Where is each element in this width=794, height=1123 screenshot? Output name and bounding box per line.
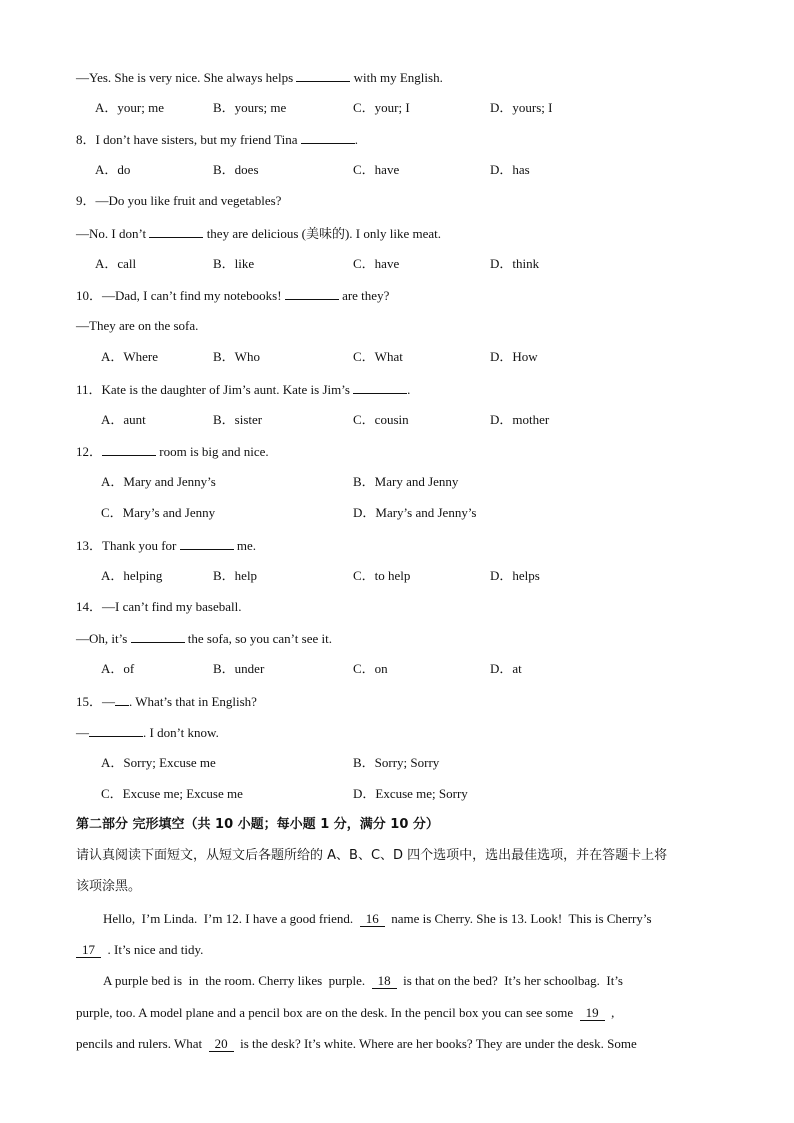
q8-blank[interactable] [301, 131, 355, 144]
q12-blank[interactable] [102, 443, 156, 456]
q13-option-c[interactable]: C．to help [353, 568, 411, 583]
q13-option-b[interactable]: B．help [213, 568, 258, 583]
q15-option-c[interactable]: C．Excuse me; Excuse me [101, 786, 243, 801]
q12-option-d[interactable]: D．Mary’s and Jenny’s [353, 505, 477, 520]
passage-text-2d: , [604, 1005, 615, 1020]
passage-line-5 [76, 1036, 637, 1052]
q10-answer: —They are on the sofa. [76, 318, 199, 333]
q15-blank-1[interactable] [115, 693, 129, 706]
q15-stem-suffix: . What’s that in English? [129, 694, 257, 709]
q8-option-b[interactable]: B．does [213, 162, 259, 177]
q12-option-c[interactable]: C．Mary’s and Jenny [101, 505, 216, 520]
q12-stem-suffix: room is big and nice. [156, 444, 269, 459]
q14-stem: 14．—I can’t find my baseball. [76, 599, 242, 614]
q8-option-c[interactable]: C．have [353, 162, 400, 177]
q12-stem [76, 443, 269, 460]
q14-option-d[interactable]: D．at [490, 661, 522, 676]
q7-option-b[interactable]: B．yours; me [213, 100, 287, 115]
q14-option-b[interactable]: B．under [213, 661, 265, 676]
part2-instruction-line1: 请认真阅读下面短文，从短文后各题所给的 A、B、C、D 四个选项中，选出最佳选项，并在答题卡上将 [76, 848, 668, 863]
passage-text-1a: Hello, I’m Linda. I’m 12. I have a good friend. [103, 911, 360, 926]
q9-option-b[interactable]: B．like [213, 256, 255, 271]
q14-answer-prefix: —Oh, it’s [76, 631, 131, 646]
q7-option-c[interactable]: C．your; I [353, 100, 410, 115]
passage-text-1b: name is Cherry. She is 13. Look! This is Cherry’s [384, 911, 652, 926]
passage-line-2 [76, 942, 203, 958]
passage-text-1c: . It’s nice and tidy. [101, 942, 204, 957]
q14-option-a[interactable]: A．of [101, 661, 135, 676]
q14-answer-suffix: the sofa, so you can’t see it. [184, 631, 332, 646]
q10-stem-suffix: are they? [338, 288, 390, 303]
passage-line-4 [76, 1005, 614, 1021]
q8-stem [76, 131, 358, 148]
q10-option-c[interactable]: C．What [353, 349, 403, 364]
q10-stem-prefix: 10．—Dad, I can’t find my notebooks! [76, 288, 285, 303]
q11-option-c[interactable]: C．cousin [353, 412, 409, 427]
q13-option-d[interactable]: D．helps [490, 568, 540, 583]
q11-option-d[interactable]: D．mother [490, 412, 550, 427]
passage-text-2c: purple, too. A model plane and a pencil box are on the desk. In the pencil box you can see some [76, 1005, 580, 1020]
q7-option-d[interactable]: D．yours; I [490, 100, 553, 115]
q11-option-a[interactable]: A．aunt [101, 412, 146, 427]
q15-stem [76, 693, 257, 710]
q15-stem-prefix: 15．— [76, 694, 116, 709]
q7-answer-line [76, 69, 443, 86]
q15-option-d[interactable]: D．Excuse me; Sorry [353, 786, 468, 801]
q9-answer-line [76, 225, 441, 242]
q14-answer-line [76, 630, 332, 647]
q12-option-b[interactable]: B．Mary and Jenny [353, 474, 459, 489]
q7-answer-prefix: —Yes. She is very nice. She always helps [76, 70, 297, 85]
q10-option-d[interactable]: D．How [490, 349, 538, 364]
q12-stem-prefix: 12． [76, 444, 103, 459]
passage-text-2a: A purple bed is in the room. Cherry likes purple. [103, 973, 372, 988]
q9-option-c[interactable]: C．have [353, 256, 400, 271]
cloze-blank-17[interactable]: 17 [76, 943, 101, 958]
q14-blank[interactable] [131, 630, 185, 643]
q7-option-a[interactable]: A．your; me [95, 100, 164, 115]
q13-stem-prefix: 13．Thank you for [76, 538, 180, 553]
q14-option-c[interactable]: C．on [353, 661, 388, 676]
q15-option-a[interactable]: A．Sorry; Excuse me [101, 755, 216, 770]
q15-answer-prefix: — [76, 725, 89, 740]
cloze-blank-20[interactable]: 20 [209, 1037, 234, 1052]
passage-line-3 [103, 973, 623, 989]
q13-stem-suffix: me. [233, 538, 257, 553]
q15-answer-suffix: . I don’t know. [143, 725, 219, 740]
cloze-blank-18[interactable]: 18 [372, 974, 397, 989]
q13-option-a[interactable]: A．helping [101, 568, 163, 583]
q10-stem [76, 287, 389, 304]
q10-option-a[interactable]: A．Where [101, 349, 159, 364]
q8-option-d[interactable]: D．has [490, 162, 530, 177]
q9-answer-prefix: —No. I don’t [76, 226, 150, 241]
q11-stem [76, 381, 410, 398]
q9-answer-suffix: they are delicious (美味的). I only like meat. [203, 226, 441, 241]
q12-option-a[interactable]: A．Mary and Jenny’s [101, 474, 216, 489]
q13-blank[interactable] [180, 537, 234, 550]
q7-answer-suffix: with my English. [350, 70, 443, 85]
q9-blank[interactable] [149, 225, 203, 238]
q9-stem: 9．—Do you like fruit and vegetables? [76, 193, 282, 208]
q13-stem [76, 537, 256, 554]
q9-option-d[interactable]: D．think [490, 256, 540, 271]
q15-answer-line [76, 724, 219, 741]
part2-heading: 第二部分 完形填空（共 10 小题；每小题 1 分，满分 10 分） [76, 817, 439, 832]
q8-stem-suffix: . [354, 132, 358, 147]
cloze-blank-16[interactable]: 16 [360, 912, 385, 927]
q15-option-b[interactable]: B．Sorry; Sorry [353, 755, 440, 770]
q11-stem-suffix: . [407, 382, 411, 397]
q11-blank[interactable] [353, 381, 407, 394]
passage-text-2b: is that on the bed? It’s her schoolbag. It’s [396, 973, 623, 988]
q7-blank[interactable] [296, 69, 350, 82]
q8-option-a[interactable]: A．do [95, 162, 131, 177]
q9-option-a[interactable]: A．call [95, 256, 137, 271]
passage-text-2f: is the desk? It’s white. Where are her books? They are under the desk. Some [233, 1036, 637, 1051]
q10-option-b[interactable]: B．Who [213, 349, 260, 364]
passage-line-1 [103, 911, 652, 927]
passage-text-2e: pencils and rulers. What [76, 1036, 209, 1051]
cloze-blank-19[interactable]: 19 [580, 1006, 605, 1021]
q10-blank[interactable] [285, 287, 339, 300]
q15-blank-2[interactable] [89, 724, 143, 737]
q11-stem-prefix: 11．Kate is the daughter of Jim’s aunt. Kate is Jim’s [76, 382, 354, 397]
q11-option-b[interactable]: B．sister [213, 412, 263, 427]
q8-stem-prefix: 8．I don’t have sisters, but my friend Tina [76, 132, 301, 147]
part2-instruction-line2: 该项涂黑。 [76, 879, 142, 894]
